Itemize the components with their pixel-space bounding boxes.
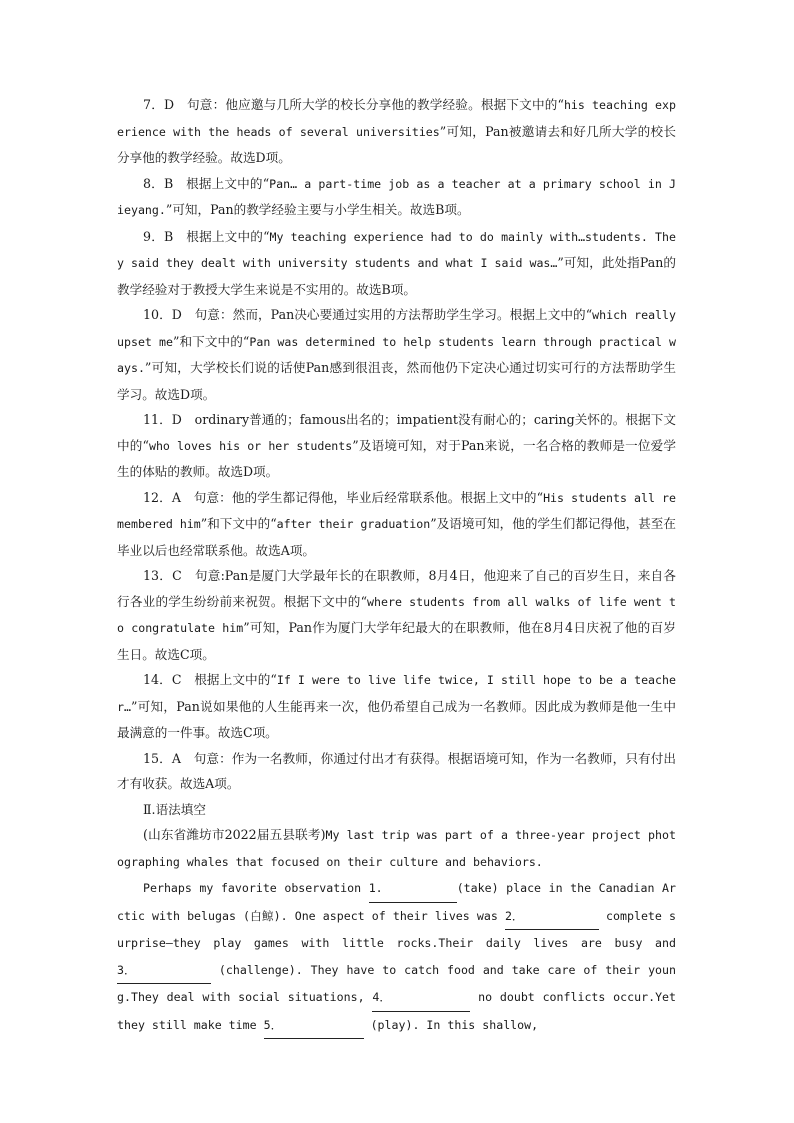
- blank-2[interactable]: 2．: [505, 903, 599, 931]
- blank-3[interactable]: 3．: [117, 957, 211, 985]
- answer-12: 12．A 句意：他的学生都记得他，毕业后经常联系他。根据上文中的“His students all remembered him”和下文中的“after their graduation”及语境可知，他的学生们都记得他，甚至在毕业以后也经常联系他。故选A项。: [117, 489, 676, 558]
- grammar-passage: Perhaps my favorite observation 1. (take) place in the Canadian Arctic with belugas (白鲸). One aspect of their lives was 2． complete surprise—they play games with little rocks.Their daily lives are busy and 3． (challenge). They have to catch food and take care of their young.They deal with social situations, 4． no doubt conflicts occur.Yet they still make time 5． (play). In this shallow,: [117, 875, 676, 1039]
- blank-5[interactable]: 5．: [264, 1012, 364, 1040]
- answer-11: 11．D ordinary普通的；famous出名的；impatient没有耐心的；caring关怀的。根据下文中的“who loves his or her students”及语境可知，对于Pan来说，一名合格的教师是一位爱学生的体贴的教师。故选D项。: [117, 412, 677, 479]
- answer-15: 15．A 句意：作为一名教师，你通过付出才有获得。根据语境可知，作为一名教师，只有付出才有收获。故选A项。: [117, 750, 677, 791]
- blank-4[interactable]: 4．: [372, 984, 470, 1012]
- answer-10: 10．D 句意：然而，Pan决心要通过实用的方法帮助学生学习。根据上文中的“which really upset me”和下文中的“Pan was determined to help students learn through practical ways.”可知，大学校长们说的话使Pan感到很沮丧，然而他仍下定决心通过切实可行的方法帮助学生学习。故选D项。: [117, 307, 676, 402]
- blank-1[interactable]: 1.: [369, 875, 457, 903]
- answer-8: 8．B 根据上文中的“Pan… a part-time job as a teacher at a primary school in Jieyang.”可知，Pan的教学经验主要与小学生相关。故选B项。: [117, 175, 676, 217]
- answer-14: 14．C 根据上文中的“If I were to live life twice, I still hope to be a teacher…”可知，Pan说如果他的人生能再来一次，他仍希望自己成为一名教师。因此成为教师是他一生中最满意的一件事。故选C项。: [117, 672, 676, 740]
- answer-13: 13．C 句意:Pan是厦门大学最年长的在职教师，8月4日，他迎来了自己的百岁生日，来自各行各业的学生纷纷前来祝贺。根据下文中的“where students from all walks of life went to congratulate him”可知，Pan作为厦门大学年纪最大的在职教师，他在8月4日庆祝了他的百岁生日。故选C项。: [117, 568, 676, 662]
- section-title: Ⅱ.语法填空: [143, 801, 206, 817]
- source-note: (山东省潍坊市2022届五县联考): [143, 827, 326, 842]
- passage-intro: (山东省潍坊市2022届五县联考)My last trip was part of a three-year project photographing whales that focused on their culture and behaviors.: [117, 827, 676, 869]
- answer-7: 7．D 句意：他应邀与几所大学的校长分享他的教学经验。根据下文中的“his teaching experience with the heads of several universities”可知，Pan被邀请去和好几所大学的校长分享他的教学经验。故选D项。: [117, 97, 676, 165]
- answer-9: 9．B 根据上文中的“My teaching experience had to do mainly with…students. They said they dealt with university students and what I said was…”可知，此处指Pan的教学经验对于教授大学生来说是不实用的。故选B项。: [117, 228, 677, 297]
